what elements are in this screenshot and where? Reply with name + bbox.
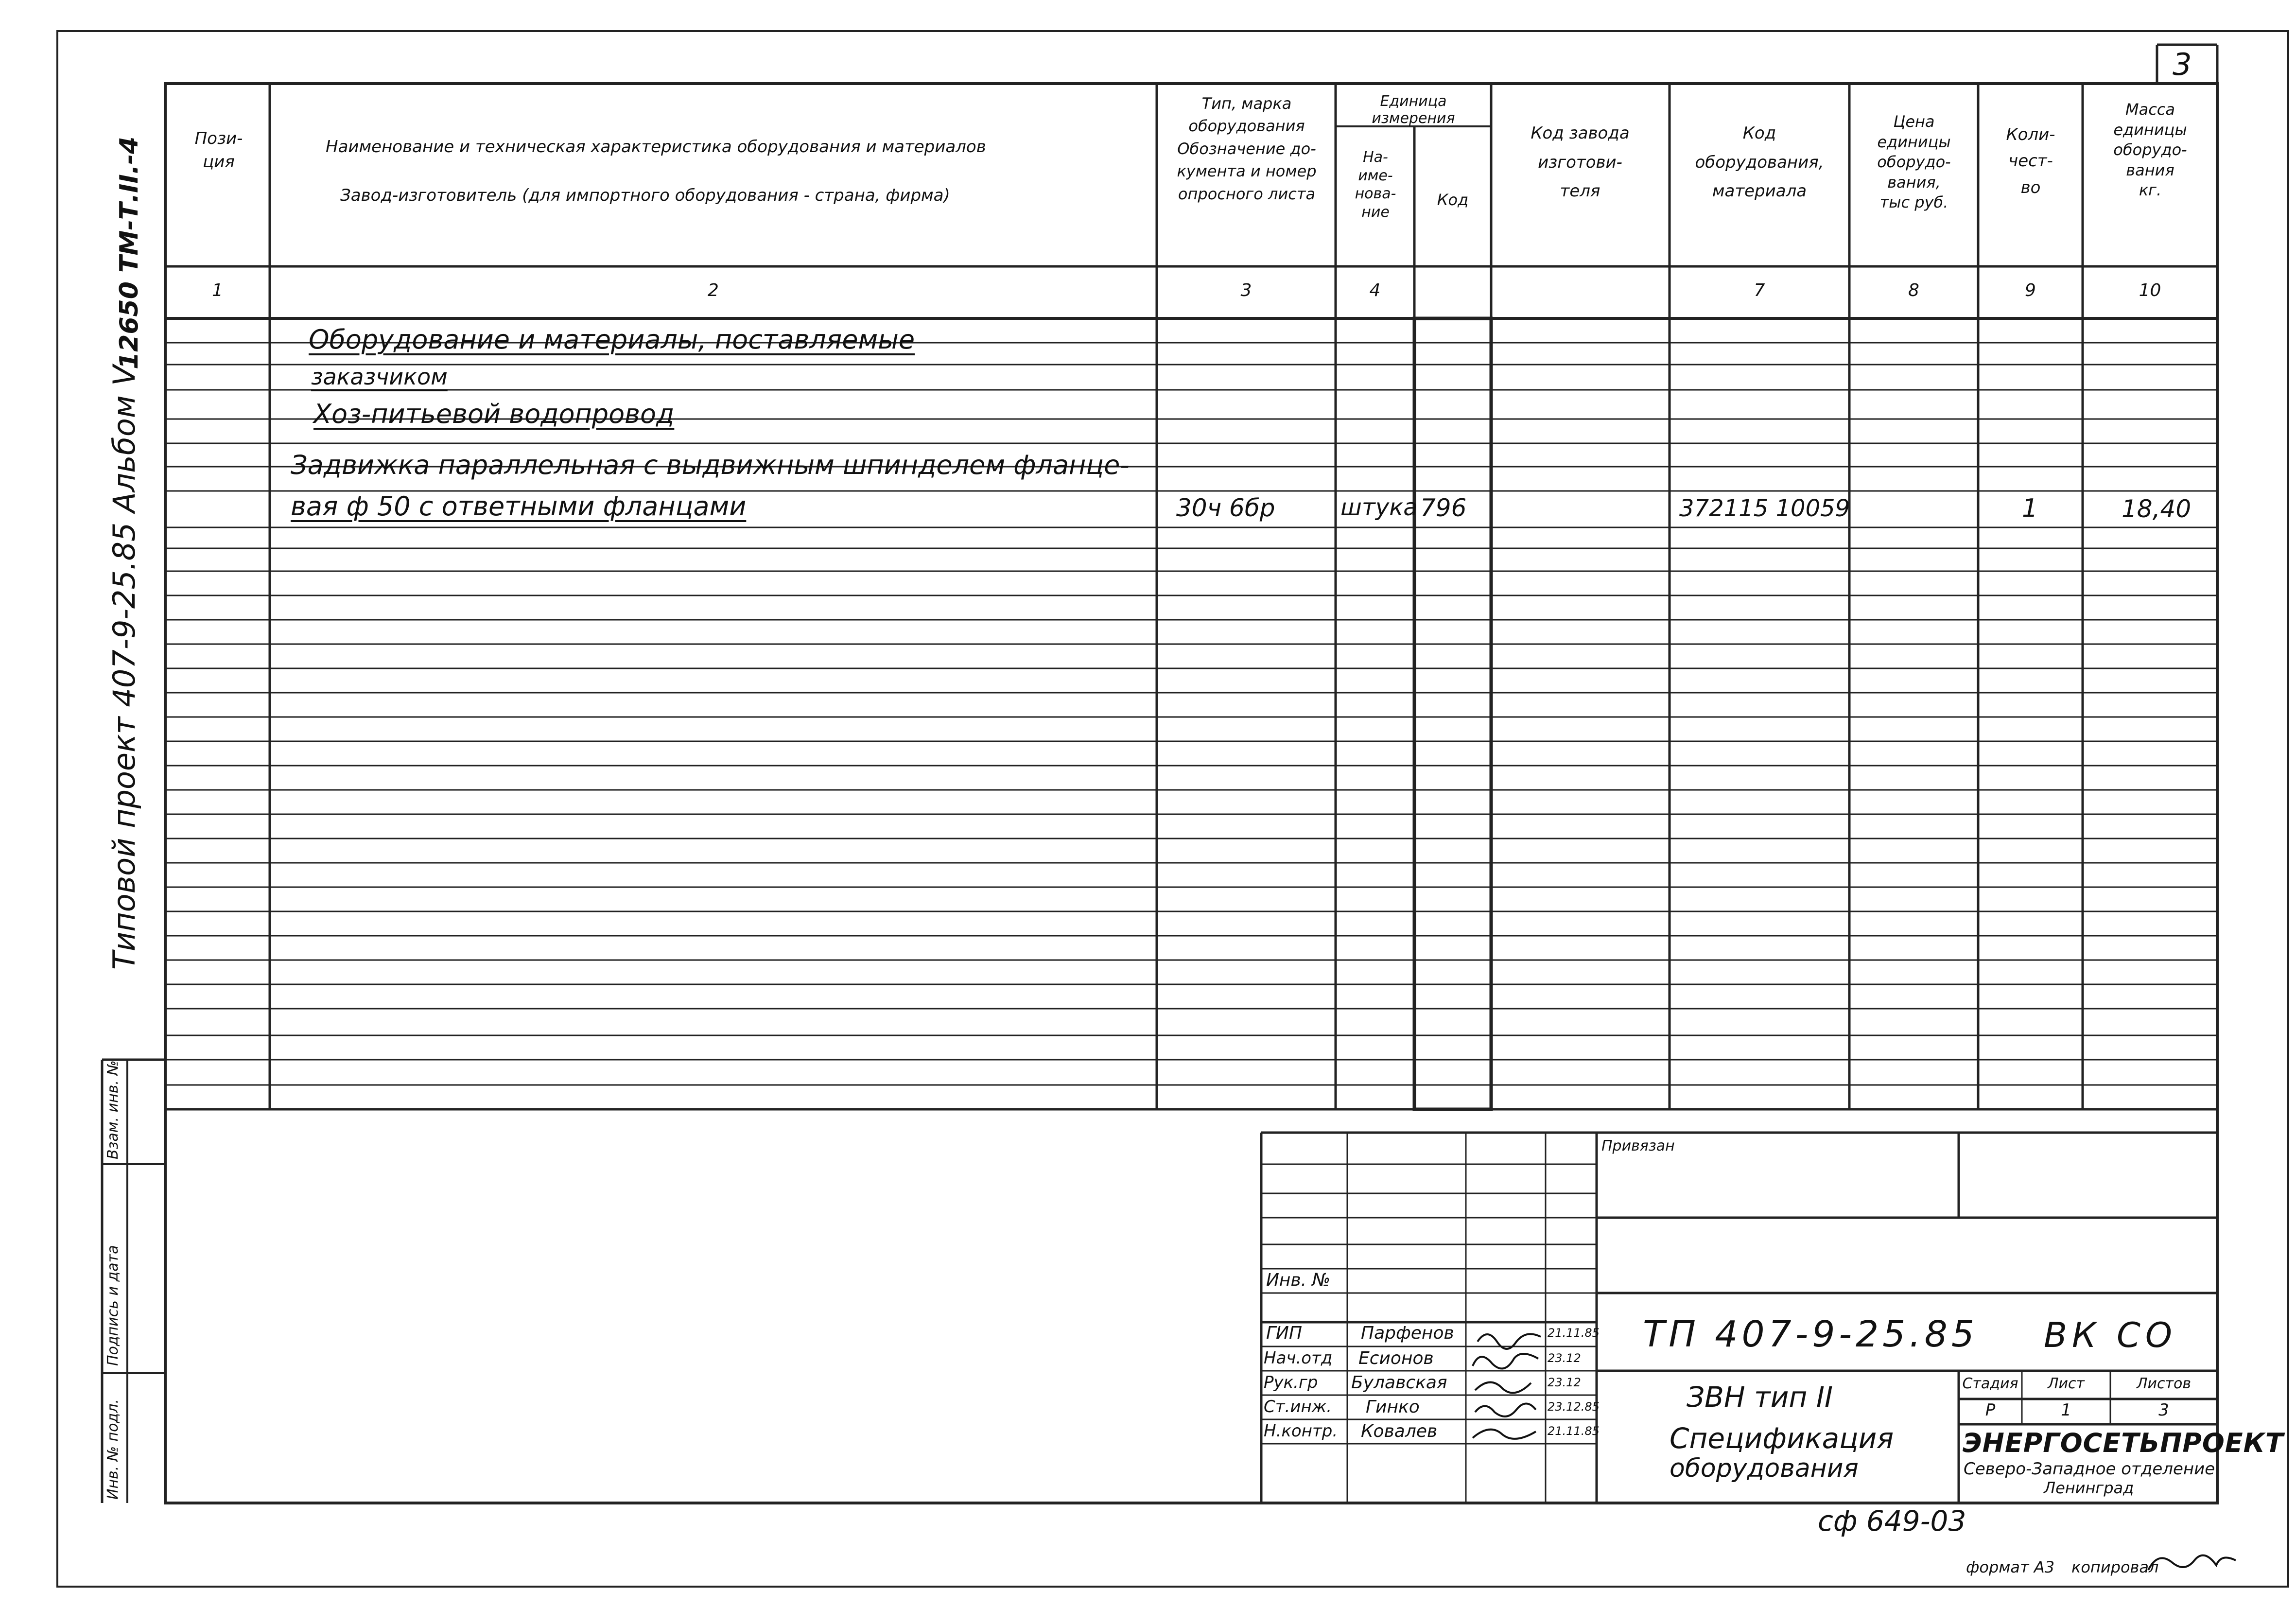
date-gip: 21.11.85	[1548, 1326, 1600, 1340]
order-number: сф 649-03	[1818, 1504, 1966, 1538]
date-head-dept: 23.12	[1548, 1351, 1581, 1365]
col-number-7: 7	[1754, 280, 1765, 300]
project-number: ТП 407-9-25.85	[1643, 1313, 1978, 1355]
header-unit-name: На- име- нова- ние	[1355, 149, 1396, 221]
col-number-3: 3	[1240, 280, 1252, 300]
name-norm-control: Ковалев	[1361, 1421, 1438, 1441]
drawing-mark: ВК СО	[2044, 1315, 2177, 1355]
inv-label: Инв. №	[1266, 1270, 1331, 1290]
table-row-name: Задвижка параллельная с выдвижным шпинделем фланце-	[291, 450, 1130, 480]
organization-name: ЭНЕРГОСЕТЬПРОЕКТ	[1963, 1428, 2284, 1458]
drawing-title-1: ЗВН тип II	[1687, 1381, 1833, 1414]
header-type: Тип, марка оборудования Обозначение до- кумента и номер опросного листа	[1177, 94, 1317, 203]
table-row-qty: 1	[2022, 494, 2038, 523]
table-row-unit-code: 796	[1420, 494, 1467, 522]
header-mass: Масса единицы оборудо- вания кг.	[2113, 100, 2187, 200]
role-norm-control: Н.контр.	[1264, 1421, 1338, 1441]
table-row-type: 30ч 6бр	[1176, 494, 1275, 522]
table-row-name: заказчиком	[311, 364, 448, 390]
date-group-lead: 23.12	[1548, 1376, 1581, 1389]
sheet-value: 1	[2061, 1400, 2071, 1420]
col-number-4: 4	[1369, 280, 1381, 300]
copied-label: копировал	[2071, 1558, 2159, 1576]
col-number-1: 1	[212, 280, 223, 300]
role-group-lead: Рук.гр	[1264, 1373, 1318, 1392]
table-row-name: Хоз-питьевой водопровод	[313, 399, 675, 429]
header-name-2: Завод-изготовитель (для импортного оборудования - страна, фирма)	[340, 186, 950, 205]
header-qty: Коли- чест- во	[2006, 125, 2055, 197]
table-row-name: вая ф 50 с ответными фланцами	[291, 491, 747, 522]
name-group-lead: Булавская	[1351, 1373, 1447, 1393]
stage-value: Р	[1985, 1400, 1996, 1420]
format-label: формат А3	[1966, 1558, 2055, 1576]
role-head-dept: Нач.отд	[1264, 1348, 1333, 1368]
stamp-label-inv: Инв. № подл.	[104, 1399, 122, 1500]
bound-label: Привязан	[1601, 1137, 1675, 1154]
sheet-number: 3	[2173, 47, 2192, 82]
col-number-8: 8	[1908, 280, 1919, 300]
name-head-dept: Есионов	[1358, 1348, 1434, 1368]
name-senior-eng: Гинко	[1366, 1397, 1420, 1417]
header-equip-code: Код оборудования, материала	[1695, 123, 1824, 201]
date-senior-eng: 23.12.85	[1548, 1400, 1600, 1414]
drawing-title-3: оборудования	[1670, 1454, 1859, 1483]
name-gip: Парфенов	[1361, 1323, 1454, 1343]
sheet-label: Лист	[2047, 1375, 2085, 1392]
role-senior-eng: Ст.инж.	[1264, 1397, 1332, 1416]
stamp-label-replace: Взам. инв. №	[104, 1060, 122, 1159]
table-row-mass: 18,40	[2122, 495, 2192, 523]
col-number-10: 10	[2139, 280, 2161, 300]
side-code: 12650 ТМ-Т.II.-4	[115, 136, 144, 369]
date-norm-control: 21.11.85	[1548, 1424, 1600, 1438]
header-name-1: Наименование и техническая характеристика оборудования и материалов	[326, 137, 986, 157]
header-plant-code: Код завода изготови- теля	[1531, 123, 1630, 201]
role-gip: ГИП	[1266, 1323, 1303, 1343]
col-number-9: 9	[2025, 280, 2036, 300]
stamp-label-sign-date: Подпись и дата	[104, 1245, 122, 1366]
header-unit-code: Код	[1437, 191, 1469, 209]
table-row-unit-name: штука	[1340, 494, 1418, 521]
table-row-equip-code: 372115 10059	[1679, 495, 1850, 522]
table-row-name: Оборудование и материалы, поставляемые	[309, 324, 915, 355]
sheets-value: 3	[2158, 1400, 2169, 1420]
stage-label: Стадия	[1962, 1375, 2018, 1392]
organization-branch: Северо-Западное отделение	[1964, 1459, 2215, 1479]
header-unit: Единица измерения	[1372, 93, 1455, 127]
header-price: Цена единицы оборудо- вания, тыс руб.	[1877, 112, 1951, 212]
header-position: Пози- ция	[194, 129, 243, 172]
drawing-title-2: Спецификация	[1670, 1422, 1894, 1455]
side-album-title: Типовой проект 407-9-25.85 Альбом V	[106, 365, 142, 970]
col-number-2: 2	[708, 280, 719, 300]
sheets-label: Листов	[2136, 1375, 2192, 1392]
organization-city: Ленинград	[2044, 1479, 2134, 1497]
